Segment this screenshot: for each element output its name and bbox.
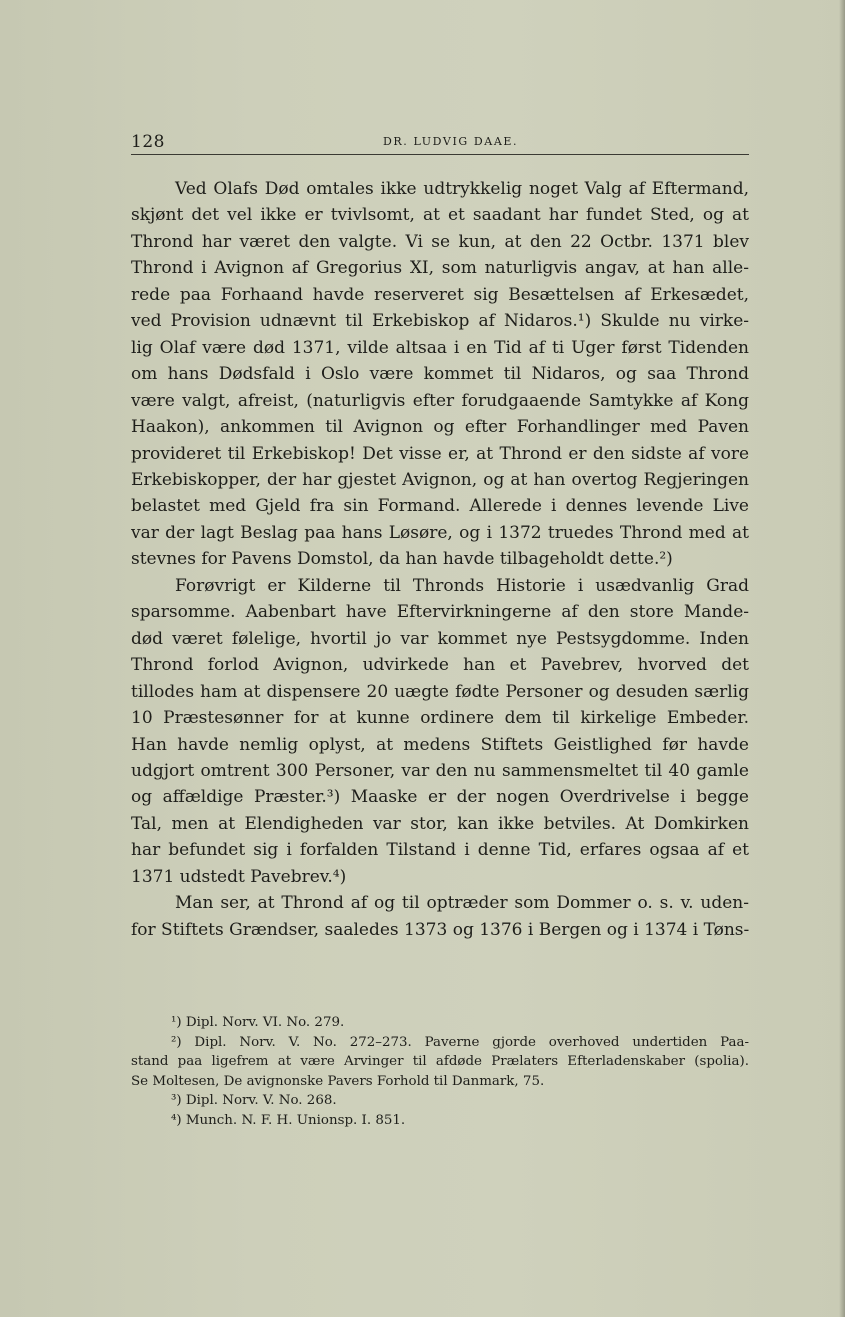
text-line: var der lagt Beslag paa hans Løsøre, og i 1372 truedes Thrond med at — [131, 522, 749, 543]
text-line: 10 Præstesønner for at kunne ordinere dem til kirkelige Embeder. — [131, 708, 749, 729]
footnote-continuation: Se Moltesen, De avignonske Pavers Forhold til Danmark, 75. — [131, 1073, 545, 1089]
footnote: ²) Dipl. Norv. V. No. 272–273. Paverne gjorde overhoved undertiden Paa- — [171, 1034, 749, 1050]
text-line: udgjort omtrent 300 Personer, var den nu sammensmeltet til 40 gamle — [131, 760, 749, 781]
text-line: død været følelige, hvortil jo var kommet nye Pestsygdomme. Inden — [131, 628, 749, 649]
page-header — [131, 128, 749, 155]
page-number: 128 — [131, 132, 165, 152]
footnote: ¹) Dipl. Norv. VI. No. 279. — [171, 1015, 345, 1030]
footnote: ³) Dipl. Norv. V. No. 268. — [171, 1093, 337, 1109]
text-line: for Stiftets Grændser, saaledes 1373 og 1376 i Bergen og i 1374 i Tøns- — [131, 919, 749, 940]
text-line: har befundet sig i forfalden Tilstand i denne Tid, erfares ogsaa af et — [131, 840, 749, 861]
text-line: Man ser, at Thrond af og til optræder som Dommer o. s. v. uden- — [175, 893, 749, 914]
text-line: Thrond forlod Avignon, udvirkede han et Pavebrev, hvorved det — [131, 655, 749, 676]
text-line: om hans Dødsfald i Oslo være kommet til Nidaros, og saa Thrond — [131, 364, 749, 385]
text-line: lig Olaf være død 1371, vilde altsaa i en Tid af ti Uger først Tidenden — [131, 337, 749, 358]
text-line: være valgt, afreist, (naturligvis efter forudgaaende Samtykke af Kong — [131, 390, 749, 411]
page-edge-shadow — [839, 0, 845, 1317]
text-line: Tal, men at Elendigheden var stor, kan ikke betviles. At Domkirken — [131, 813, 749, 834]
text-line: Forøvrigt er Kilderne til Thronds Historie i usædvanlig Grad — [175, 575, 749, 596]
footnote: ⁴) Munch. N. F. H. Unionsp. I. 851. — [171, 1112, 406, 1128]
body-text — [131, 176, 749, 943]
text-line: Han havde nemlig oplyst, at medens Stiftets Geistlighed før havde — [131, 734, 749, 755]
running-head: DR. LUDVIG DAAE. — [383, 135, 519, 148]
footnotes — [131, 1013, 749, 1131]
text-line: og affældige Præster.³) Maaske er der nogen Overdrivelse i begge — [131, 787, 749, 808]
text-line: 1371 udstedt Pavebrev.⁴) — [131, 866, 347, 887]
text-line: Thrond i Avignon af Gregorius XI, som naturligvis angav, at han alle- — [131, 258, 749, 279]
text-line: Ved Olafs Død omtales ikke udtrykkelig noget Valg af Eftermand, — [175, 179, 749, 199]
text-line: Thrond har været den valgte. Vi se kun, at den 22 Octbr. 1371 blev — [131, 231, 749, 252]
text-line: belastet med Gjeld fra sin Formand. Allerede i dennes levende Live — [131, 496, 749, 517]
text-line: ved Provision udnævnt til Erkebiskop af Nidaros.¹) Skulde nu virke- — [131, 311, 749, 332]
text-line: tillodes ham at dispensere 20 uægte fødte Personer og desuden særlig — [131, 681, 749, 702]
text-line: sparsomme. Aabenbart have Eftervirkningerne af den store Mande- — [131, 602, 749, 623]
text-line: Haakon), ankommen til Avignon og efter Forhandlinger med Paven — [131, 417, 749, 438]
text-line: Erkebiskopper, der har gjestet Avignon, og at han overtog Regjeringen — [131, 469, 749, 490]
text-line: provideret til Erkebiskop! Det visse er, at Thrond er den sidste af vore — [131, 443, 749, 464]
text-line: skjønt det vel ikke er tvivlsomt, at et saadant har fundet Sted, og at — [131, 205, 749, 226]
footnote-continuation: stand paa ligefrem at være Arvinger til afdøde Prælaters Efterladenskaber (spolia). — [131, 1054, 749, 1070]
text-line: stevnes for Pavens Domstol, da han havde tilbageholdt dette.²) — [131, 549, 673, 570]
text-line: rede paa Forhaand havde reserveret sig Besættelsen af Erkesædet, — [131, 284, 749, 305]
